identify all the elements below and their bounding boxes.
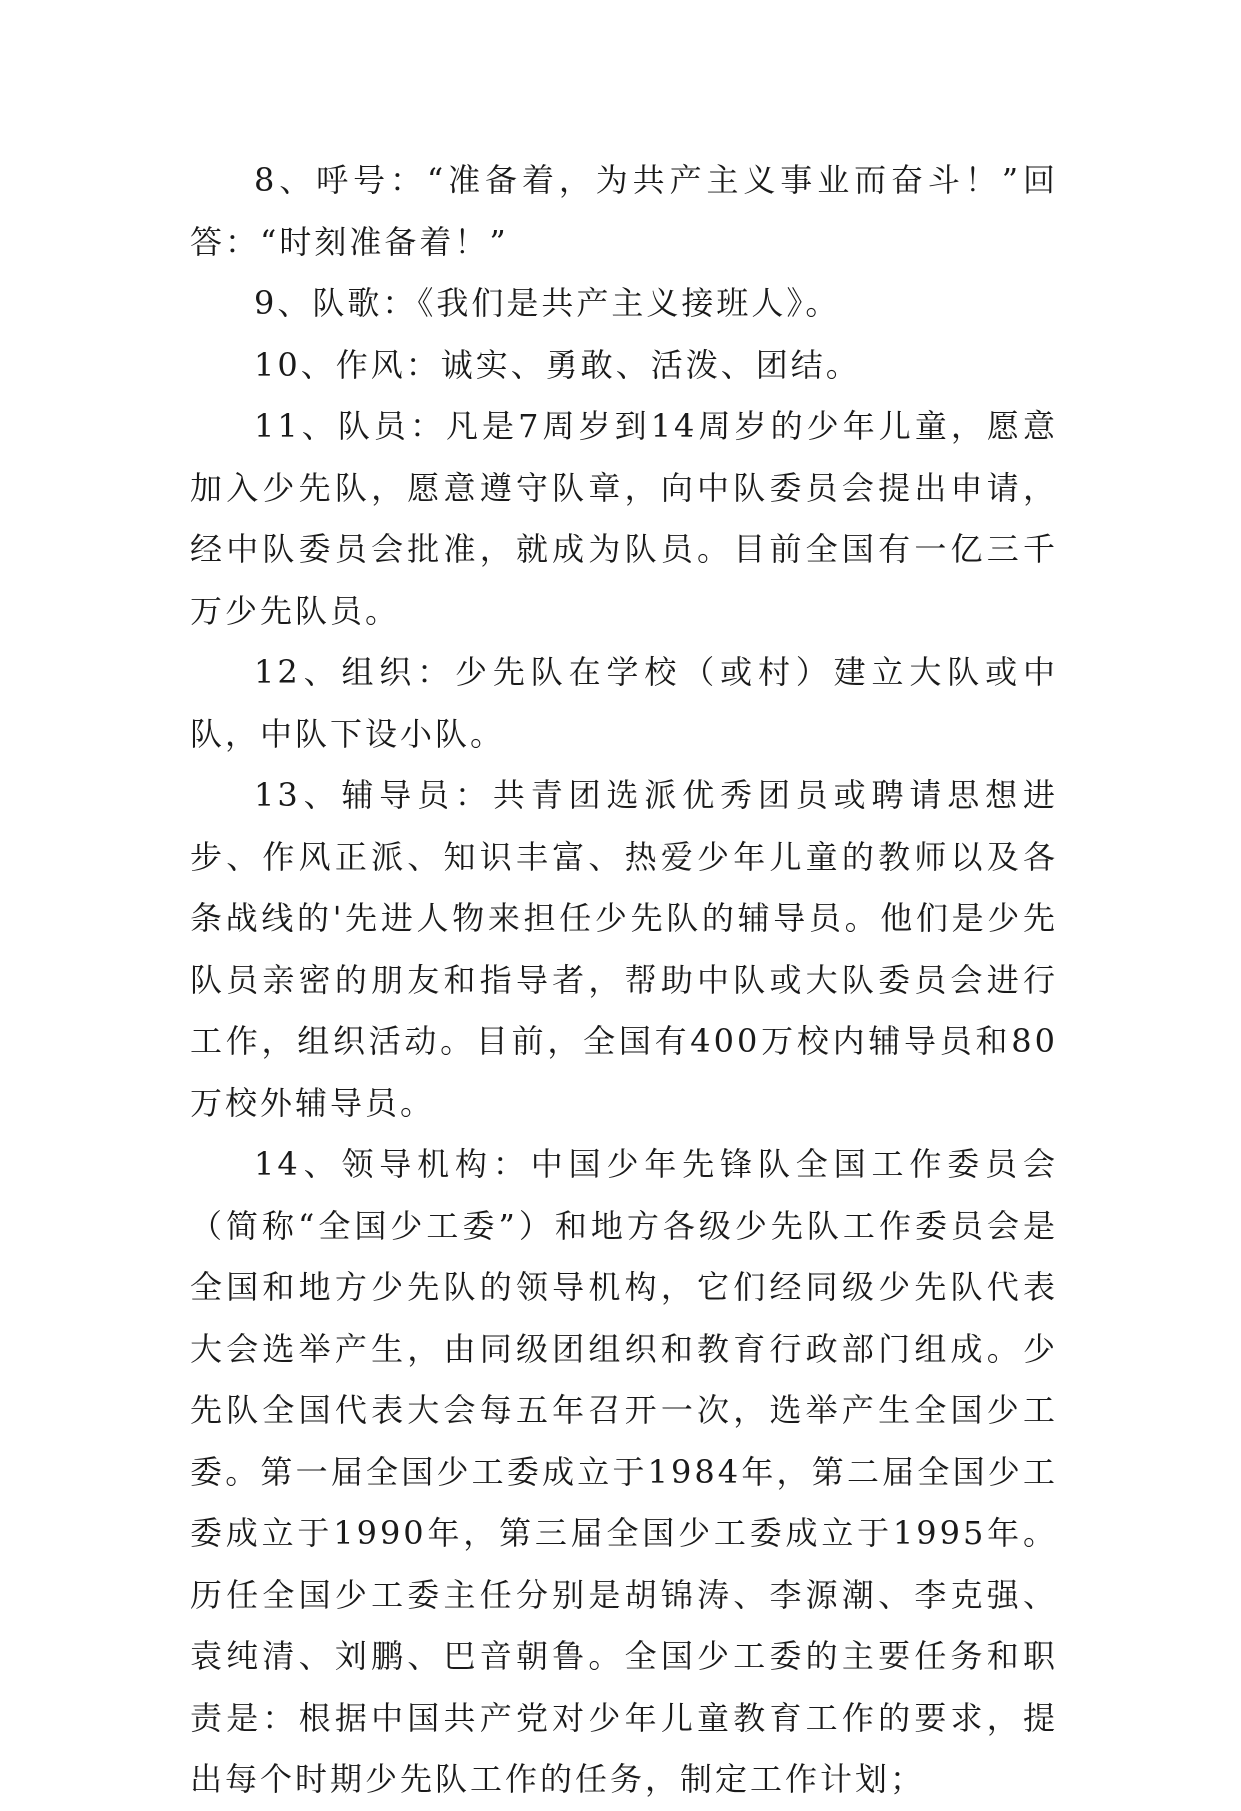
- paragraph-14-leadership: 14、领导机构：中国少年先锋队全国工作委员会（简称“全国少工委”）和地方各级少先队工作委员会是全国和地方少先队的领导机构，它们经同级少先队代表大会选举产生，由同级团组织和教育行政部门组成。少先队全国代表大会每五年召开一次，选举产生全国少工委。第一届全国少工委成立于1984年，第二届全国少工委成立于1990年，第三届全国少工委成立于1995年。历任全国少工委主任分别是胡锦涛、李源潮、李克强、袁纯清、刘鹏、巴音朝鲁。全国少工委的主要任务和职责是：根据中国共产党对少年儿童教育工作的要求，提出每个时期少先队工作的任务，制定工作计划；: [190, 1145, 1058, 1798]
- paragraph-8-slogan: 8、呼号：“准备着，为共产主义事业而奋斗！”回答：“时刻准备着！”: [190, 161, 1058, 261]
- paragraph-12-organization: 12、组织：少先队在学校（或村）建立大队或中队，中队下设小队。: [190, 653, 1058, 753]
- document-body: [190, 150, 1058, 1811]
- paragraph-11-members: 11、队员：凡是7周岁到14周岁的少年儿童，愿意加入少先队，愿意遵守队章，向中队委员会提出申请，经中队委员会批准，就成为队员。目前全国有一亿三千万少先队员。: [190, 407, 1058, 630]
- paragraph-13-counselors: 13、辅导员：共青团选派优秀团员或聘请思想进步、作风正派、知识丰富、热爱少年儿童的教师以及各条战线的'先进人物来担任少先队的辅导员。他们是少先队员亲密的朋友和指导者，帮助中队或大队委员会进行工作，组织活动。目前，全国有400万校内辅导员和80万校外辅导员。: [190, 776, 1058, 1122]
- paragraph-10-style: 10、作风：诚实、勇敢、活泼、团结。: [254, 345, 861, 384]
- paragraph-9-anthem: 9、队歌：《我们是共产主义接班人》。: [254, 284, 841, 322]
